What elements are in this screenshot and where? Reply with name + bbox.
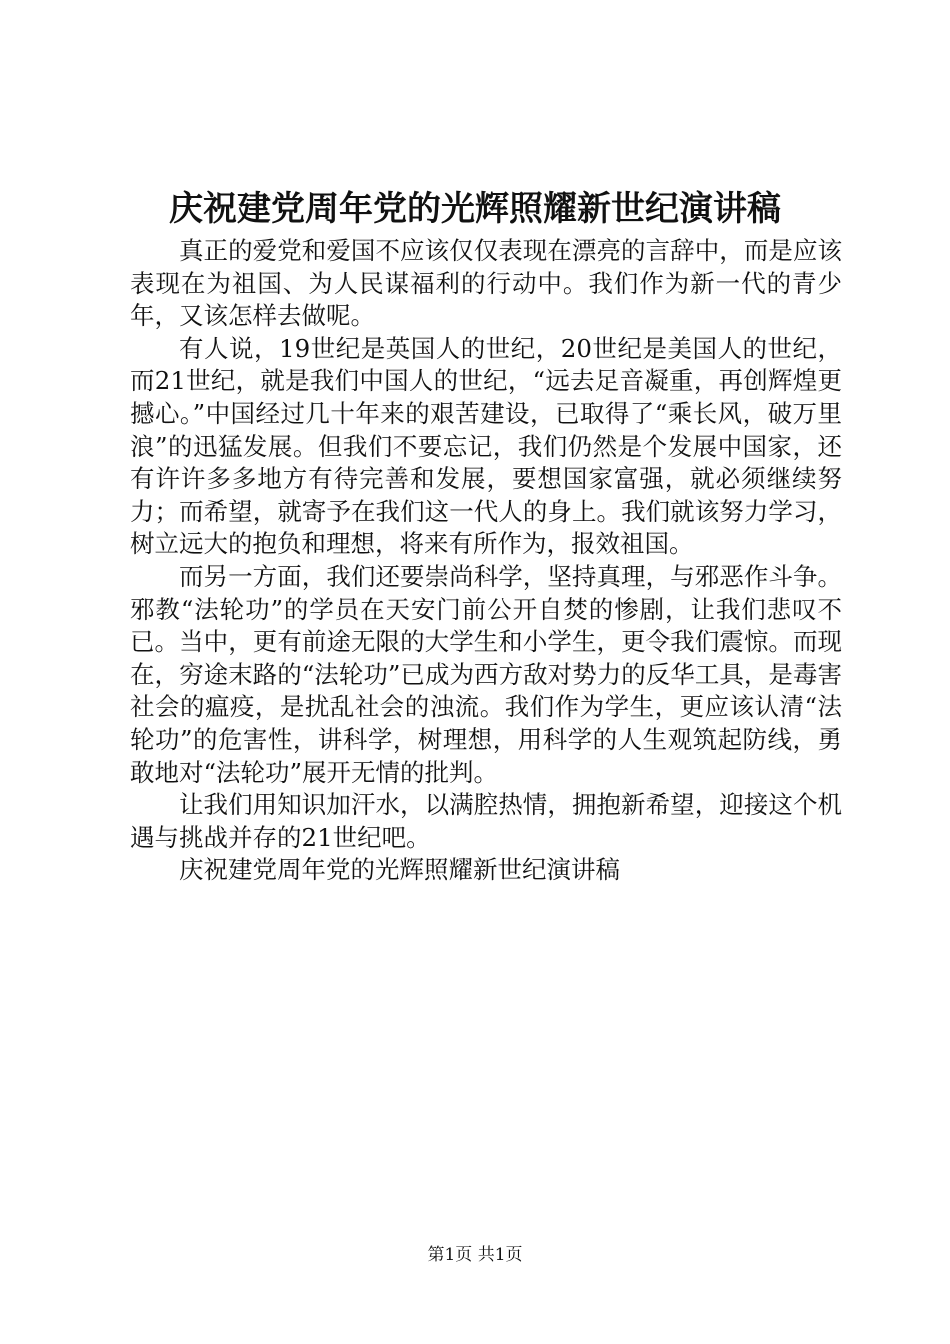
- document-body: [130, 235, 842, 887]
- document-title: 庆祝建党周年党的光辉照耀新世纪演讲稿: [169, 189, 781, 229]
- closing-line: 庆祝建党周年党的光辉照耀新世纪演讲稿: [179, 855, 620, 885]
- paragraph: 有人说，19世纪是英国人的世纪，20世纪是美国人的世纪，而21世纪，就是我们中国人的世纪，“远去足音凝重，再创辉煌更撼心。”中国经过几十年来的艰苦建设，已取得了“乘长风，破万里浪”的迅猛发展。但我们不要忘记，我们仍然是个发展中国家，还有许许多多地方有待完善和发展，要想国家富强，就必须继续努力；而希望，就寄予在我们这一代人的身上。我们就该努力学习，树立远大的抱负和理想，将来有所作为，报效祖国。: [130, 333, 842, 559]
- paragraph: 而另一方面，我们还要崇尚科学，坚持真理，与邪恶作斗争。邪教“法轮功”的学员在天安门前公开自焚的惨剧，让我们悲叹不已。当中，更有前途无限的大学生和小学生，更令我们震惊。而现在，穷途末路的“法轮功”已成为西方敌对势力的反华工具，是毒害社会的瘟疫，是扰乱社会的浊流。我们作为学生，更应该认清“法轮功”的危害性，讲科学，树理想，用科学的人生观筑起防线，勇敢地对“法轮功”展开无情的批判。: [130, 561, 842, 787]
- page-footer: 第1页 共1页: [427, 1245, 523, 1265]
- paragraph: 真正的爱党和爱国不应该仅仅表现在漂亮的言辞中，而是应该表现在为祖国、为人民谋福利的行动中。我们作为新一代的青少年，又该怎样去做呢。: [130, 236, 842, 331]
- paragraph: 让我们用知识加汗水，以满腔热情，拥抱新希望，迎接这个机遇与挑战并存的21世纪吧。: [130, 790, 842, 852]
